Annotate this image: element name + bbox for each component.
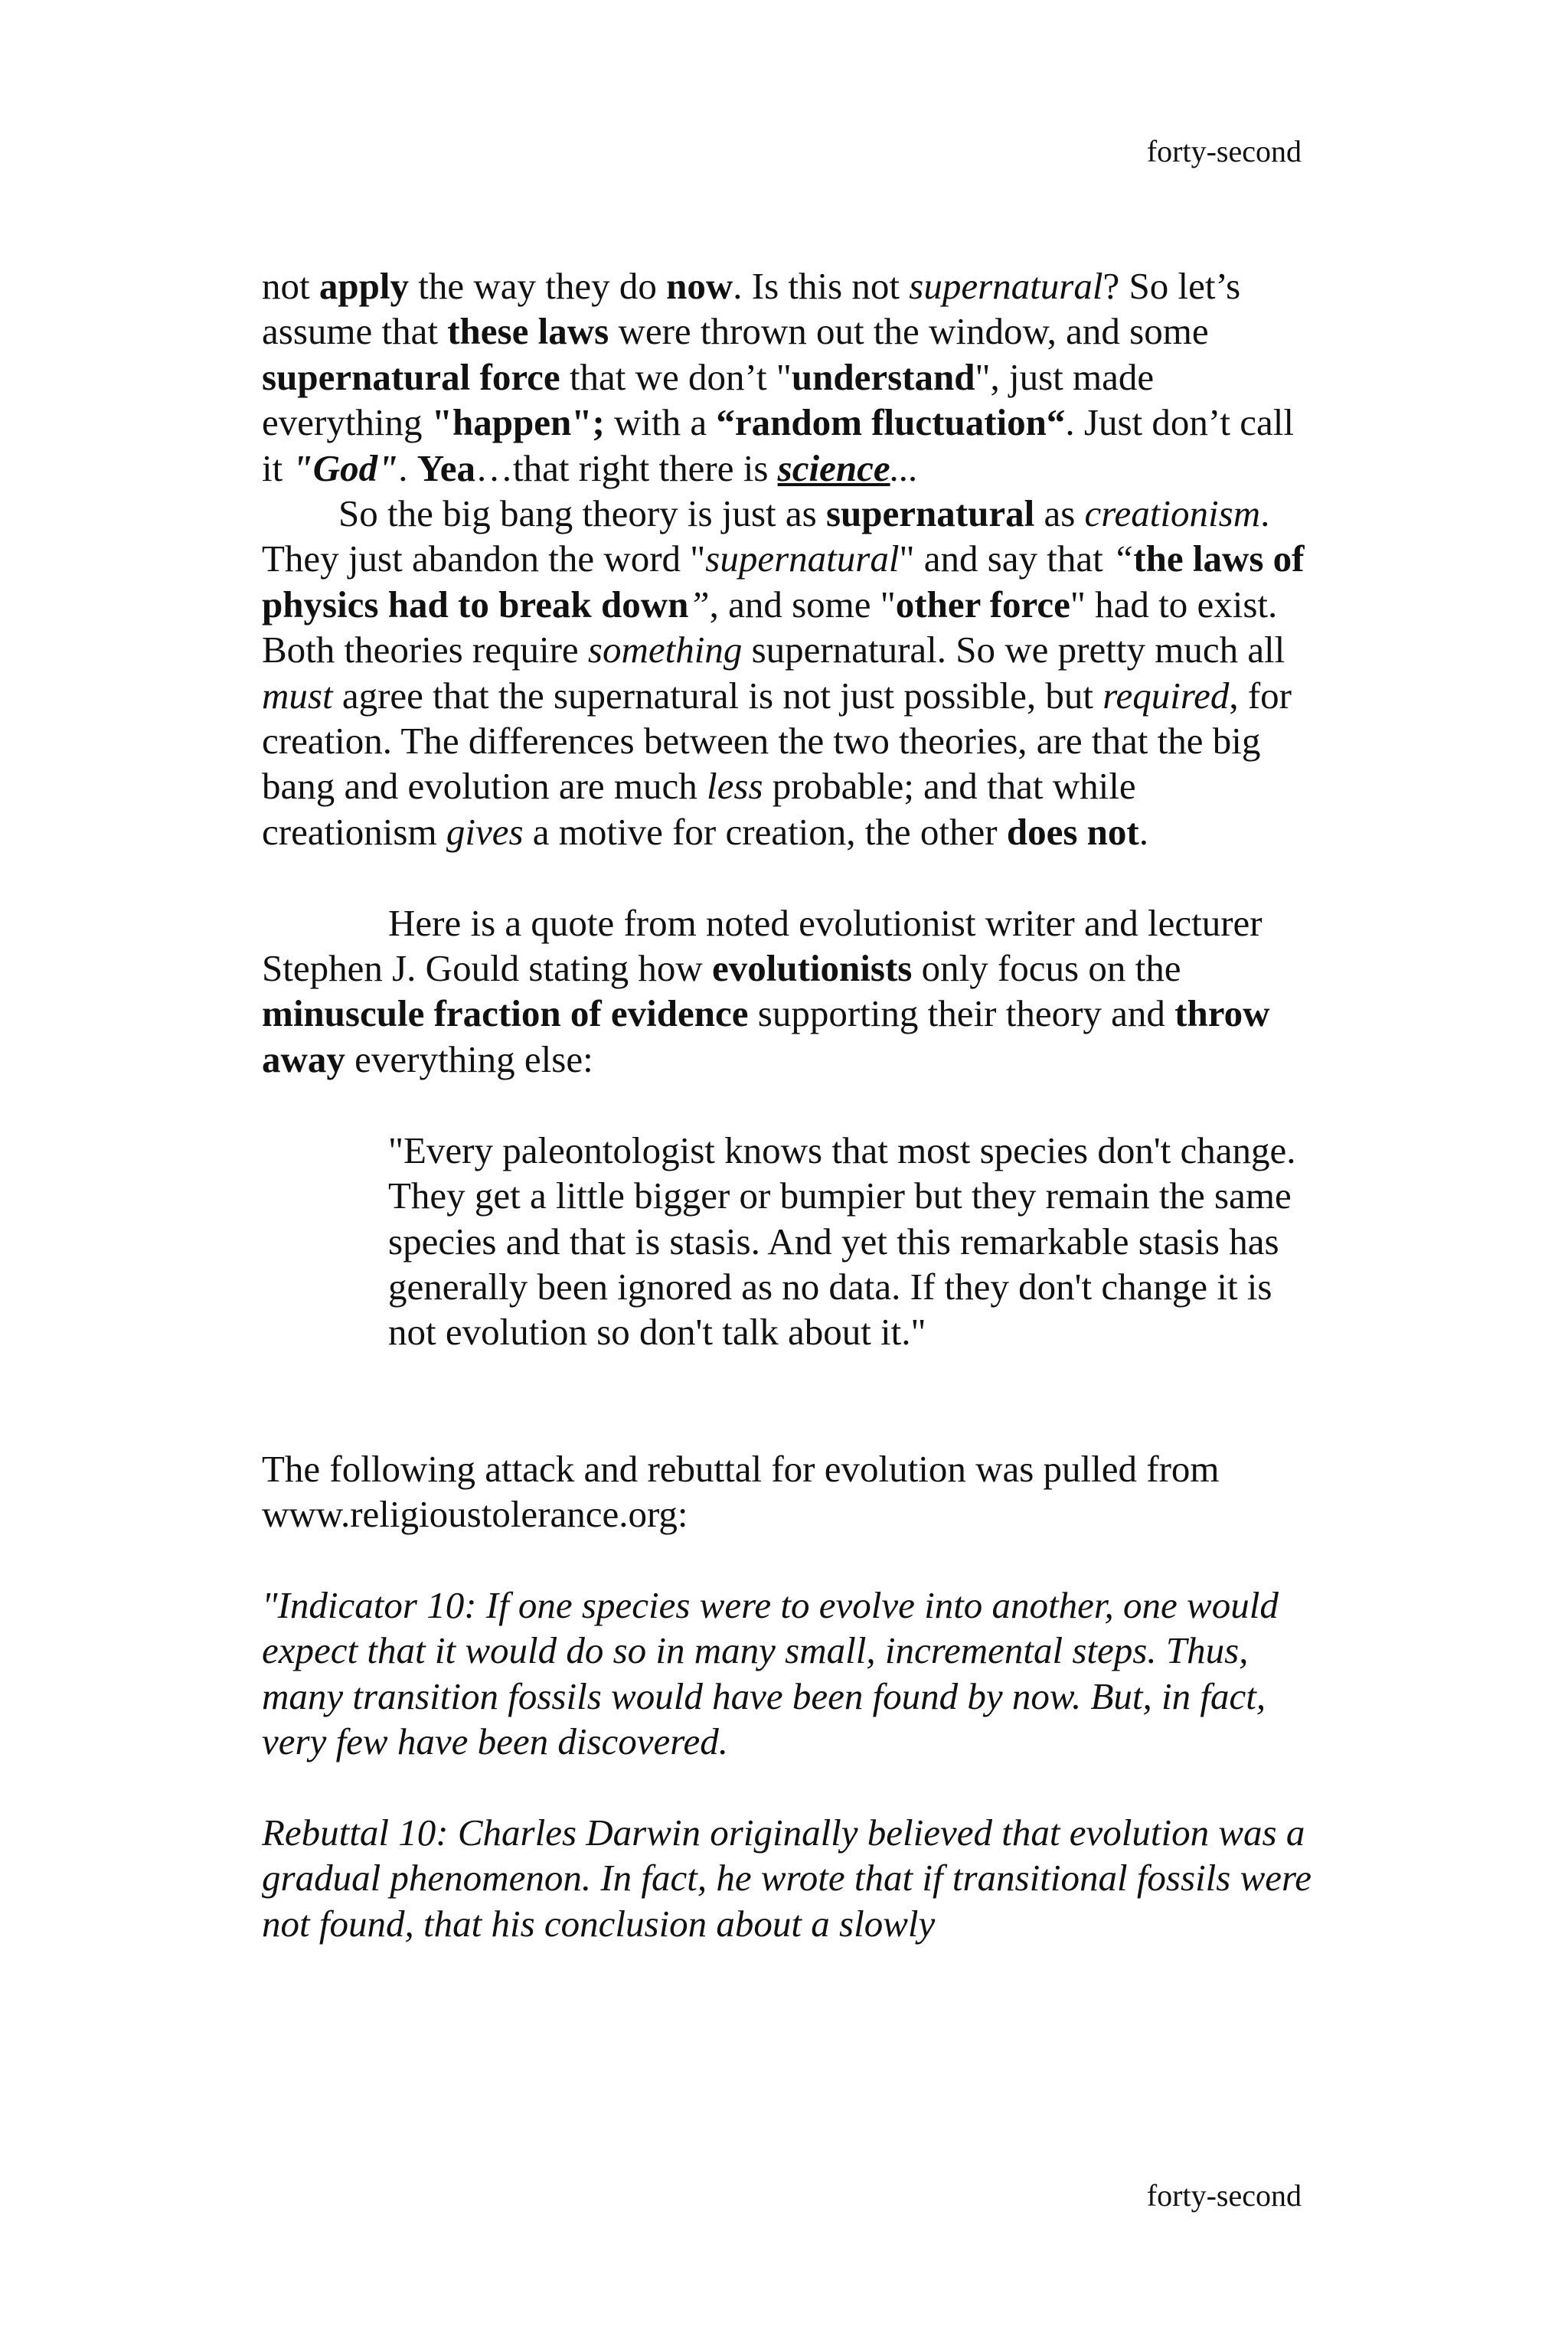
- document-body: [262, 263, 1318, 1946]
- italic-text: ...: [890, 446, 919, 489]
- text-run: Here is a quote from noted evolutionist writer and lecturer Stephen J. Gould stating how: [262, 901, 1263, 990]
- text-run: supporting their theory and: [748, 992, 1175, 1035]
- bold-text: now: [666, 265, 733, 307]
- bold-text: "happen";: [431, 401, 605, 444]
- paragraph-spacer: [262, 1355, 1318, 1446]
- paragraph-indicator-10: [262, 1583, 1318, 1765]
- italic-text: gives: [446, 810, 524, 853]
- italic-text: “: [1112, 537, 1134, 580]
- italic-text: less: [707, 765, 763, 808]
- text-run: So the big bang theory is just as: [338, 492, 826, 535]
- text-run: . They just abandon the word ": [262, 492, 1270, 580]
- bold-text: “random fluctuation“: [716, 401, 1066, 444]
- text-run: …that right there is: [475, 446, 778, 489]
- bold-text: supernatural force: [262, 355, 560, 398]
- bold-text: supernatural: [825, 492, 1035, 535]
- text-run: only focus on the: [912, 947, 1181, 990]
- text-run: " had to exist. Both theories require: [262, 583, 1278, 671]
- italic-text: supernatural: [705, 537, 900, 580]
- underlined-bold-italic-text: science: [777, 446, 890, 489]
- paragraph-supernatural-laws: [262, 263, 1318, 491]
- italic-text: Rebuttal 10: Charles Darwin originally believed that evolution was a gradual phenomenon. In fact, he wrote that if transitional fossils were not found, that his conclusion about a slowly: [262, 1811, 1312, 1945]
- bold-text: does not: [1006, 810, 1139, 853]
- page-header-label: forty-second: [1146, 134, 1302, 168]
- text-run: the way they do: [409, 265, 667, 307]
- italic-text: creationism: [1084, 492, 1261, 535]
- page-footer-label: forty-second: [1146, 2178, 1302, 2213]
- italic-text: required: [1102, 674, 1230, 717]
- text-run: agree that the supernatural is not just possible, but: [332, 674, 1103, 717]
- gould-quote-block: "Every paleontologist knows that most species don't change. They get a little bigger or bumpier but they remain the same species and that is stasis. And yet this remarkable stasis has generally been ignored as no data. If they don't change it is not evolution so don't talk about it.": [388, 1129, 1296, 1354]
- paragraph-source-intro: The following attack and rebuttal for evolution was pulled from www.religioustolerance.org:: [262, 1447, 1220, 1535]
- bold-text: these laws: [447, 310, 609, 353]
- paragraph-rebuttal-10: [262, 1810, 1318, 1946]
- paragraph-spacer: [262, 854, 1318, 900]
- text-run: .: [1138, 810, 1148, 853]
- bold-text: apply: [318, 265, 409, 307]
- italic-text: ”: [688, 583, 710, 626]
- italic-text: must: [262, 674, 333, 717]
- paragraph-spacer: [262, 1537, 1318, 1582]
- text-run: everything else:: [345, 1037, 593, 1080]
- bold-text: other force: [895, 583, 1070, 626]
- bold-italic-text: "God": [292, 446, 399, 489]
- text-run: a motive for creation, the other: [523, 810, 1007, 853]
- text-run: not: [262, 265, 319, 307]
- paragraph-big-bang-creationism: [262, 491, 1318, 854]
- bold-text: minuscule fraction of evidence: [262, 992, 749, 1035]
- bold-text: Yea: [416, 446, 475, 489]
- text-run: .: [398, 446, 417, 489]
- text-run: probable; and that while creationism: [262, 765, 1136, 853]
- text-run: with a: [604, 401, 717, 444]
- bold-text: evolutionists: [711, 947, 913, 990]
- text-run: ? So let’s assume that: [262, 265, 1241, 353]
- italic-text: supernatural: [909, 265, 1103, 307]
- paragraph-spacer: [262, 1764, 1318, 1809]
- paragraph-spacer: [262, 1082, 1318, 1127]
- paragraph-gould-intro: [262, 900, 1318, 1083]
- bold-text: throw away: [262, 992, 1270, 1080]
- text-run: were thrown out the window, and some: [609, 310, 1209, 353]
- italic-text: something: [587, 629, 743, 671]
- text-run: supernatural. So we pretty much all: [742, 629, 1285, 671]
- bold-text: the laws of physics had to break down: [262, 537, 1305, 626]
- text-run: as: [1034, 492, 1085, 535]
- text-run: , and some ": [709, 583, 896, 626]
- text-run: , for creation. The differences between the two theories, are that the big bang and evolution are much: [262, 674, 1292, 808]
- italic-text: "Indicator 10: If one species were to evolve into another, one would expect that it would do so in many small, incremental steps. Thus, many transition fossils would have been found by now. But, in fact, very few have been discovered.: [262, 1583, 1279, 1762]
- text-run: ", just made everything: [262, 355, 1155, 444]
- text-run: that we don’t ": [560, 355, 792, 398]
- text-run: . Just don’t call it: [262, 401, 1294, 489]
- text-run: . Is this not: [733, 265, 910, 307]
- text-run: " and say that: [899, 537, 1113, 580]
- bold-text: understand: [791, 355, 975, 398]
